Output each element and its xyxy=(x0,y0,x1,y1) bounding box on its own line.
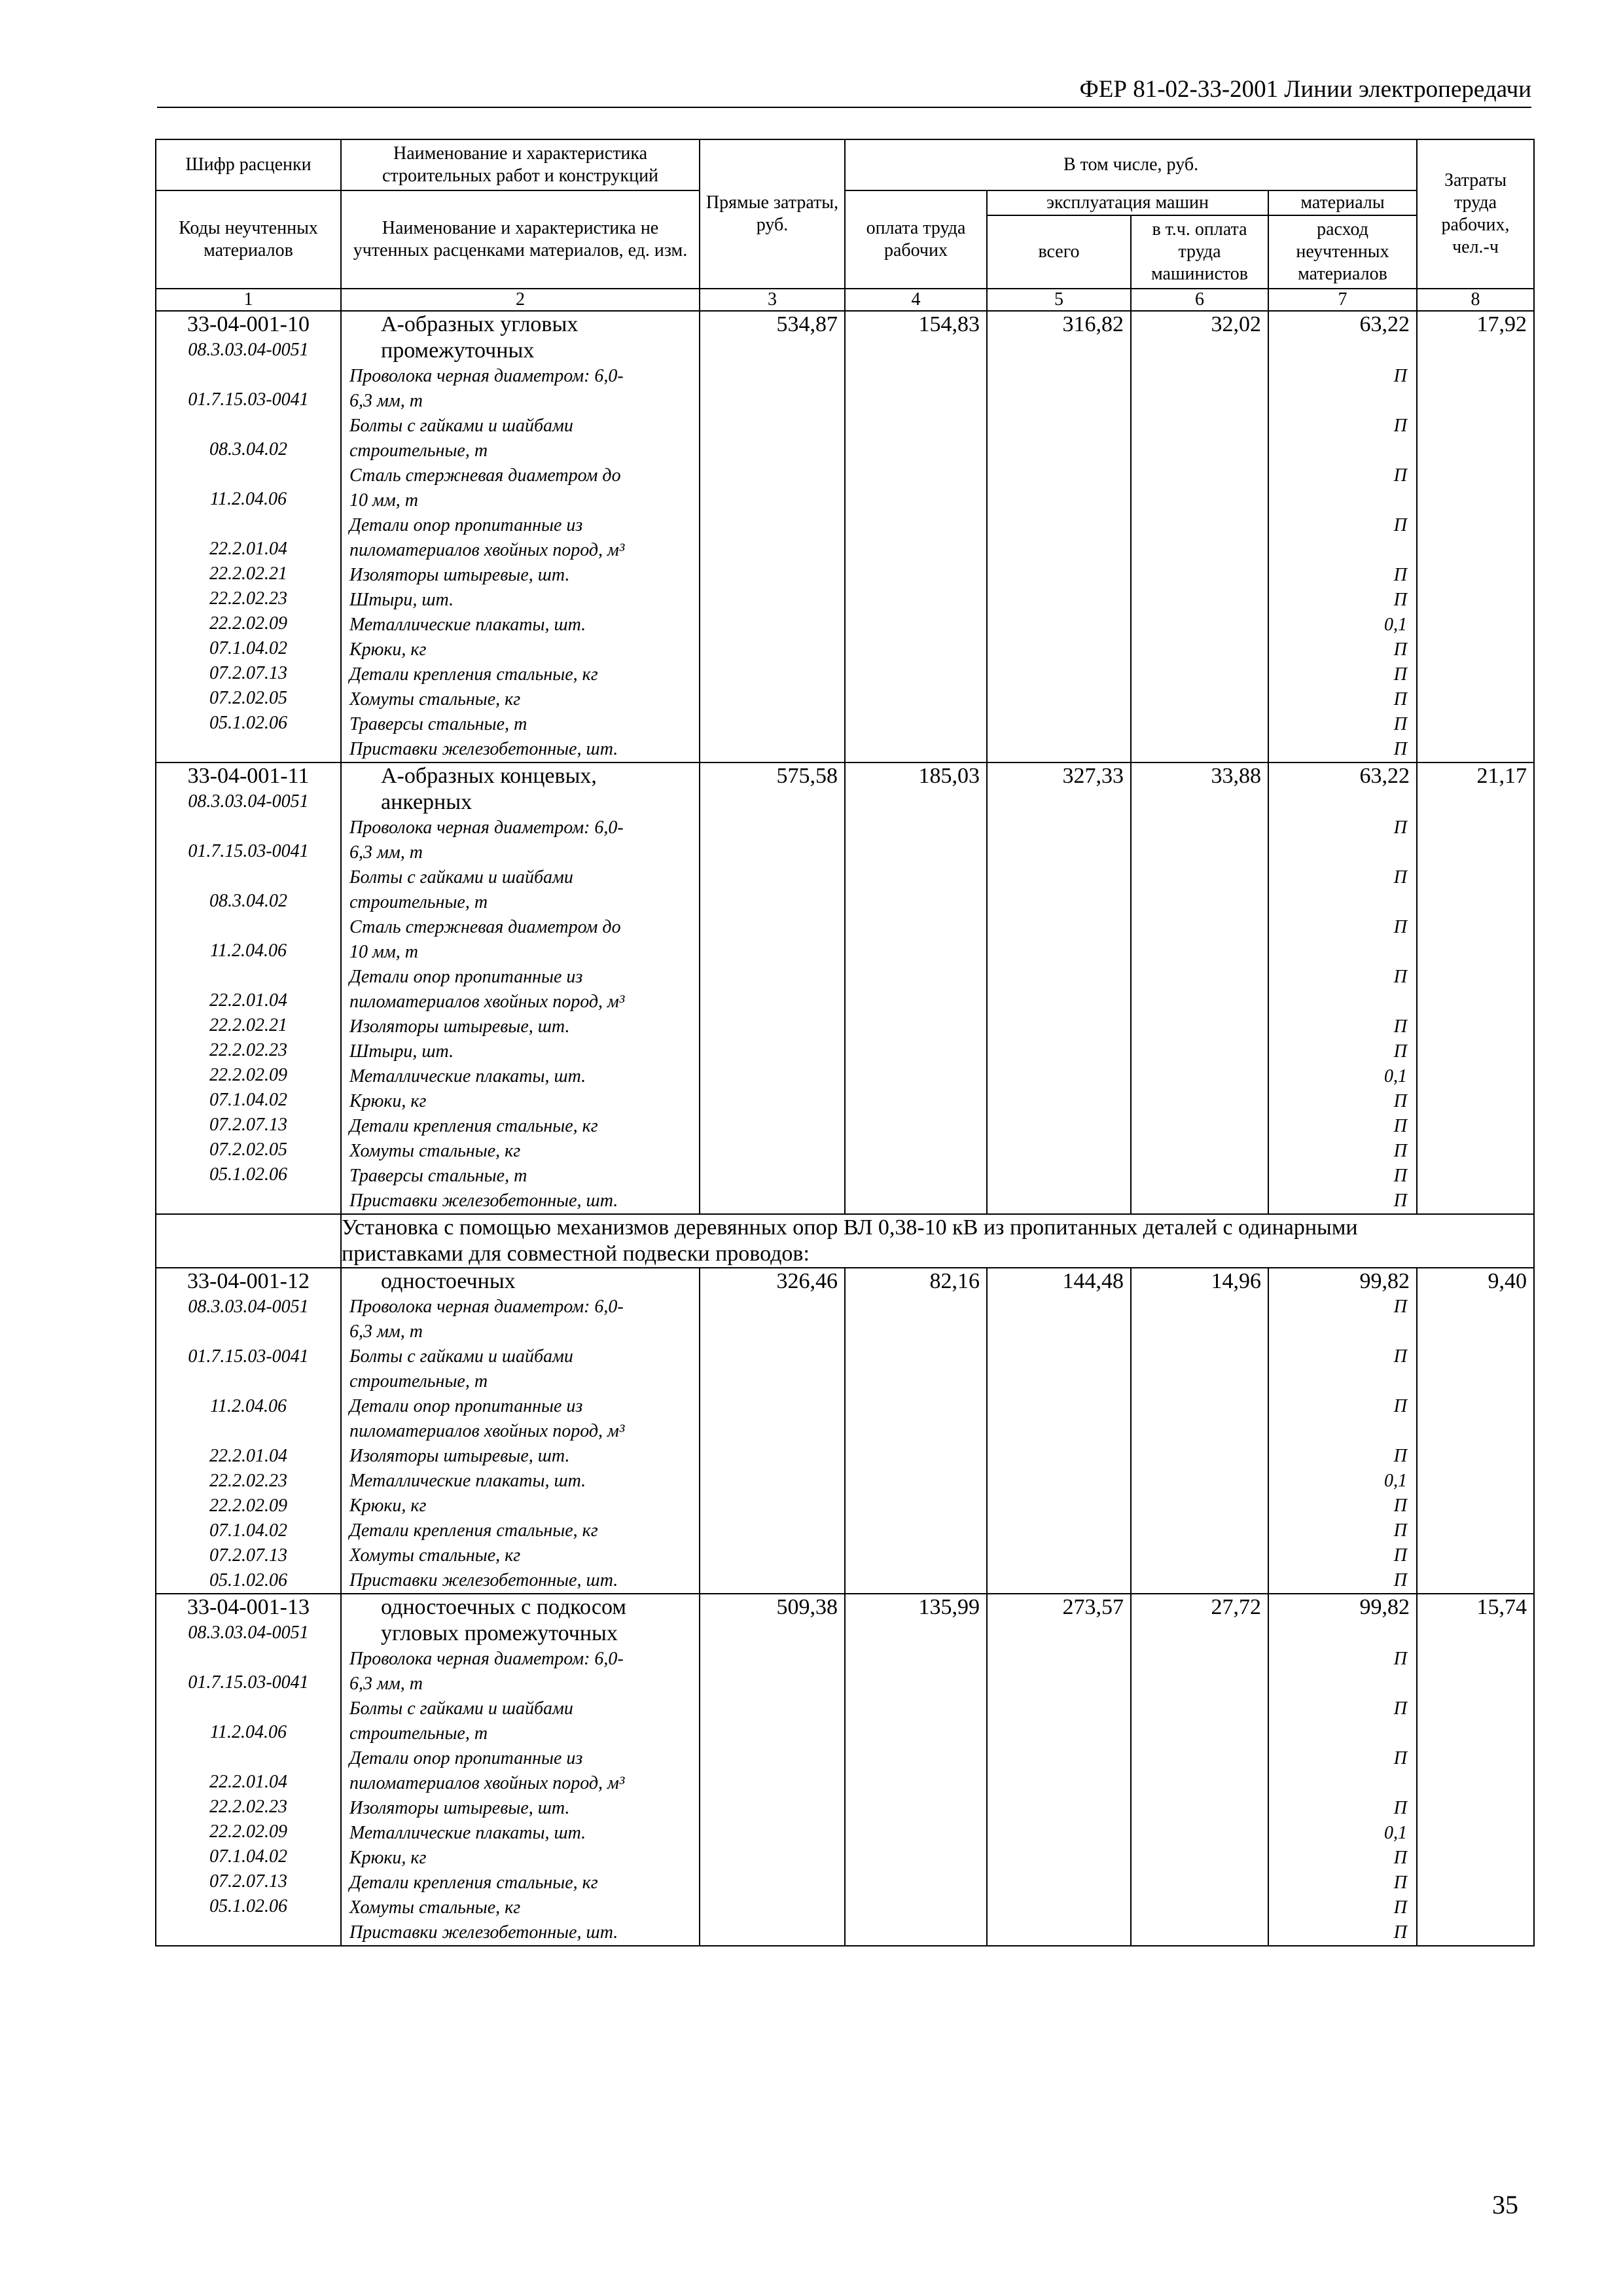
header-wage: оплата труда рабочих xyxy=(845,190,987,289)
header-name-top: Наименование и характеристика строительных работ и конструкций xyxy=(341,139,700,190)
column-number: 1 xyxy=(156,289,341,311)
material-name-line: Хомуты стальные, кг xyxy=(349,1897,521,1918)
material-name-line: 6,3 мм, т xyxy=(349,842,423,863)
material-qty: П xyxy=(1393,565,1408,585)
material-code: 22.2.01.04 xyxy=(209,1772,287,1792)
material-name-line: Сталь стержневая диаметром до xyxy=(349,465,621,486)
material-qty: П xyxy=(1393,664,1408,685)
header-machines-total: всего xyxy=(987,215,1131,289)
material-name-line: Приставки железобетонные, шт. xyxy=(349,1191,618,1211)
material-name-line: Хомуты стальные, кг xyxy=(349,689,521,709)
material-code: 05.1.02.06 xyxy=(209,713,287,733)
material-code: 22.2.02.23 xyxy=(209,1040,287,1060)
material-qty: 0,1 xyxy=(1384,1823,1408,1843)
rate-row xyxy=(156,311,1534,762)
material-name-line: Детали опор пропитанные из xyxy=(349,967,583,987)
material-code: 22.2.01.04 xyxy=(209,990,287,1011)
material-code: 22.2.02.23 xyxy=(209,1471,287,1491)
material-qty: П xyxy=(1393,639,1408,660)
material-qty: П xyxy=(1393,1166,1408,1186)
section-code-cell xyxy=(156,1214,341,1268)
rate-code-cell xyxy=(156,762,341,1214)
value-mach-total: 316,82 xyxy=(1062,312,1124,336)
material-name-line: Металлические плакаты, шт. xyxy=(349,1066,586,1086)
material-code: 07.2.07.13 xyxy=(209,1115,287,1135)
value-mach-wage: 27,72 xyxy=(1211,1595,1261,1619)
value-cell-mach-wage xyxy=(1131,1594,1268,1946)
value-wage: 82,16 xyxy=(929,1269,980,1293)
material-qty: 0,1 xyxy=(1384,1471,1408,1491)
material-name-line: Изоляторы штыревые, шт. xyxy=(349,1016,570,1037)
value-wage: 135,99 xyxy=(918,1595,980,1619)
material-name-line: Изоляторы штыревые, шт. xyxy=(349,1798,570,1818)
column-number: 8 xyxy=(1417,289,1534,311)
material-code: 08.3.03.04-0051 xyxy=(188,340,309,360)
value-cell-mach-total xyxy=(987,1594,1131,1946)
material-code: 07.2.07.13 xyxy=(209,1545,287,1566)
material-name-line: Детали крепления стальные, кг xyxy=(349,1520,598,1541)
value-labor: 9,40 xyxy=(1488,1269,1527,1293)
material-qty: П xyxy=(1393,1570,1408,1590)
rate-code-cell xyxy=(156,1594,341,1946)
material-name-line: Хомуты стальные, кг xyxy=(349,1141,521,1161)
value-wage: 185,03 xyxy=(918,764,980,788)
material-name-line: Траверсы стальные, т xyxy=(349,714,527,734)
value-direct: 575,58 xyxy=(776,764,838,788)
material-qty: П xyxy=(1393,366,1408,386)
material-name-line: Детали крепления стальные, кг xyxy=(349,664,598,685)
material-name-line: Металлические плакаты, шт. xyxy=(349,1471,586,1491)
material-name-line: Крюки, кг xyxy=(349,1848,427,1868)
labor-cell xyxy=(1417,1594,1534,1946)
material-qty: П xyxy=(1393,817,1408,838)
column-number: 5 xyxy=(987,289,1131,311)
material-code: 22.2.02.09 xyxy=(209,1065,287,1085)
material-name-line: Хомуты стальные, кг xyxy=(349,1545,521,1566)
material-qty: П xyxy=(1393,590,1408,610)
material-code: 22.2.01.04 xyxy=(209,539,287,559)
material-qty: П xyxy=(1393,689,1408,709)
material-qty: П xyxy=(1393,1545,1408,1566)
material-qty: П xyxy=(1393,1016,1408,1037)
rate-row xyxy=(156,762,1534,1214)
material-code: 01.7.15.03-0041 xyxy=(188,389,309,410)
rate-name-cell xyxy=(341,1268,700,1594)
material-name-line: 10 мм, т xyxy=(349,942,418,962)
material-code: 01.7.15.03-0041 xyxy=(188,841,309,861)
material-code: 11.2.04.06 xyxy=(210,1396,287,1416)
material-name-line: Штыри, шт. xyxy=(349,1041,454,1062)
material-name-line: Детали крепления стальные, кг xyxy=(349,1116,598,1136)
material-qty: П xyxy=(1393,1346,1408,1367)
material-qty: П xyxy=(1393,967,1408,987)
material-code: 11.2.04.06 xyxy=(210,489,287,509)
material-code: 22.2.02.09 xyxy=(209,1496,287,1516)
material-code: 01.7.15.03-0041 xyxy=(188,1672,309,1693)
header-materials: материалы xyxy=(1268,190,1417,215)
value-cell-direct xyxy=(700,311,845,762)
spacer xyxy=(1269,789,1416,816)
material-qty: П xyxy=(1393,1496,1408,1516)
column-number: 7 xyxy=(1268,289,1417,311)
value-materials: 99,82 xyxy=(1359,1269,1410,1293)
material-code: 07.1.04.02 xyxy=(209,1520,287,1541)
labor-cell xyxy=(1417,311,1534,762)
column-number-row xyxy=(156,289,1534,311)
material-qty: П xyxy=(1393,1848,1408,1868)
value-mach-wage: 32,02 xyxy=(1211,312,1261,336)
material-code: 08.3.03.04-0051 xyxy=(188,791,309,812)
rate-row xyxy=(156,1268,1534,1594)
header-code-top: Шифр расценки xyxy=(156,139,341,190)
materials-cell xyxy=(1268,762,1417,1214)
rate-name-line: промежуточных xyxy=(381,338,535,363)
value-wage: 154,83 xyxy=(918,312,980,336)
material-code: 07.1.04.02 xyxy=(209,1090,287,1110)
price-table xyxy=(155,139,1535,1946)
rate-code: 33-04-001-12 xyxy=(187,1269,310,1293)
material-qty: П xyxy=(1393,1520,1408,1541)
rate-name-cell xyxy=(341,1594,700,1946)
rate-name-line: одностоечных xyxy=(381,1269,516,1293)
section-title-line: Установка с помощью механизмов деревянных опор ВЛ 0,38-10 кВ из пропитанных деталей с одинарными xyxy=(342,1215,1358,1240)
material-qty: П xyxy=(1393,1897,1408,1918)
column-number: 6 xyxy=(1131,289,1268,311)
material-name-line: Крюки, кг xyxy=(349,1496,427,1516)
value-cell-mach-total xyxy=(987,311,1131,762)
rate-name-line: одностоечных с подкосом xyxy=(381,1595,626,1619)
material-code: 11.2.04.06 xyxy=(210,941,287,961)
material-name-line: пиломатериалов хвойных пород, м³ xyxy=(349,992,625,1012)
value-cell-mach-total xyxy=(987,762,1131,1214)
material-name-line: строительные, т xyxy=(349,1723,488,1744)
material-code: 07.1.04.02 xyxy=(209,638,287,658)
rate-name-line: анкерных xyxy=(381,790,473,814)
value-mach-wage: 33,88 xyxy=(1211,764,1261,788)
material-name-line: Крюки, кг xyxy=(349,639,427,660)
header-materials-usage: расход неучтенных материалов xyxy=(1268,215,1417,289)
document-header-title: ФЕР 81-02-33-2001 Линии электропередачи xyxy=(1079,76,1531,103)
material-qty: П xyxy=(1393,867,1408,888)
material-code: 07.2.07.13 xyxy=(209,663,287,683)
header-name-bottom: Наименование и характеристика не учтенных расценками материалов, ед. изм. xyxy=(341,190,700,289)
material-code: 08.3.04.02 xyxy=(209,439,287,459)
material-name-line: 6,3 мм, т xyxy=(349,1321,423,1342)
labor-cell xyxy=(1417,762,1534,1214)
material-name-line: Болты с гайками и шайбами xyxy=(349,416,573,436)
material-name-line: Крюки, кг xyxy=(349,1091,427,1111)
rate-name-line: А-образных концевых, xyxy=(381,764,597,788)
value-cell-mach-wage xyxy=(1131,762,1268,1214)
material-qty: П xyxy=(1393,1446,1408,1466)
rate-name-cell xyxy=(341,762,700,1214)
material-code: 22.2.02.23 xyxy=(209,1797,287,1817)
value-cell-wage xyxy=(845,762,987,1214)
material-code: 07.2.02.05 xyxy=(209,688,287,708)
material-name-line: Приставки железобетонные, шт. xyxy=(349,739,618,759)
column-number: 4 xyxy=(845,289,987,311)
material-code: 08.3.04.02 xyxy=(209,891,287,911)
material-qty: П xyxy=(1393,1191,1408,1211)
material-name-line: строительные, т xyxy=(349,1371,488,1391)
spacer xyxy=(1269,338,1416,364)
material-name-line: Болты с гайками и шайбами xyxy=(349,1346,573,1367)
material-qty: П xyxy=(1393,1798,1408,1818)
value-direct: 326,46 xyxy=(776,1269,838,1293)
header-code-bottom: Коды неучтенных материалов xyxy=(156,190,341,289)
material-name-line: Проволока черная диаметром: 6,0- xyxy=(349,1297,624,1317)
rate-code-cell xyxy=(156,1268,341,1594)
value-cell-direct xyxy=(700,762,845,1214)
value-cell-mach-total xyxy=(987,1268,1131,1594)
section-title xyxy=(341,1214,1534,1268)
material-name-line: Детали крепления стальные, кг xyxy=(349,1873,598,1893)
materials-cell xyxy=(1268,311,1417,762)
material-name-line: 6,3 мм, т xyxy=(349,391,423,411)
column-number: 2 xyxy=(341,289,700,311)
value-materials: 99,82 xyxy=(1359,1595,1410,1619)
materials-cell xyxy=(1268,1594,1417,1946)
material-name-line: Сталь стержневая диаметром до xyxy=(349,917,621,937)
material-name-line: Штыри, шт. xyxy=(349,590,454,610)
material-qty: П xyxy=(1393,1116,1408,1136)
material-code: 05.1.02.06 xyxy=(209,1570,287,1590)
material-qty: П xyxy=(1393,1141,1408,1161)
material-code: 11.2.04.06 xyxy=(210,1722,287,1742)
material-qty: П xyxy=(1393,1698,1408,1719)
materials-cell xyxy=(1268,1268,1417,1594)
material-qty: П xyxy=(1393,1873,1408,1893)
material-name-line: Металлические плакаты, шт. xyxy=(349,1823,586,1843)
value-cell-mach-wage xyxy=(1131,311,1268,762)
material-code: 08.3.03.04-0051 xyxy=(188,1297,309,1317)
material-name-line: Детали опор пропитанные из xyxy=(349,1748,583,1768)
material-qty: П xyxy=(1393,515,1408,535)
material-name-line: Траверсы стальные, т xyxy=(349,1166,527,1186)
material-code: 05.1.02.06 xyxy=(209,1896,287,1916)
material-name-line: Металлические плакаты, шт. xyxy=(349,615,586,635)
material-qty: П xyxy=(1393,1922,1408,1943)
value-materials: 63,22 xyxy=(1359,312,1410,336)
material-code: 22.2.01.04 xyxy=(209,1446,287,1466)
material-code: 01.7.15.03-0041 xyxy=(188,1346,309,1367)
header-machines-wage: в т.ч. оплата труда машинистов xyxy=(1131,215,1268,289)
value-labor: 21,17 xyxy=(1476,764,1527,788)
material-qty: 0,1 xyxy=(1384,1066,1408,1086)
value-labor: 17,92 xyxy=(1476,312,1527,336)
material-code: 07.2.07.13 xyxy=(209,1871,287,1892)
rate-code: 33-04-001-10 xyxy=(187,312,310,336)
material-name-line: Проволока черная диаметром: 6,0- xyxy=(349,366,624,386)
header-direct-costs: Прямые затраты, руб. xyxy=(700,139,845,289)
material-qty: П xyxy=(1393,714,1408,734)
material-name-line: 6,3 мм, т xyxy=(349,1674,423,1694)
header-divider xyxy=(157,107,1531,108)
header-machines: эксплуатация машин xyxy=(987,190,1268,215)
material-name-line: Изоляторы штыревые, шт. xyxy=(349,565,570,585)
material-qty: П xyxy=(1393,416,1408,436)
value-direct: 534,87 xyxy=(776,312,838,336)
material-name-line: Проволока черная диаметром: 6,0- xyxy=(349,817,624,838)
material-qty: П xyxy=(1393,1041,1408,1062)
rate-name-cell xyxy=(341,311,700,762)
material-qty: П xyxy=(1393,917,1408,937)
column-number: 3 xyxy=(700,289,845,311)
material-code: 22.2.02.09 xyxy=(209,613,287,634)
material-name-line: пиломатериалов хвойных пород, м³ xyxy=(349,1421,625,1441)
value-mach-total: 273,57 xyxy=(1062,1595,1124,1619)
rate-code-cell xyxy=(156,311,341,762)
material-name-line: Приставки железобетонные, шт. xyxy=(349,1570,618,1590)
material-name-line: Приставки железобетонные, шт. xyxy=(349,1922,618,1943)
material-name-line: Проволока черная диаметром: 6,0- xyxy=(349,1649,624,1669)
material-name-line: 10 мм, т xyxy=(349,490,418,511)
material-name-line: пиломатериалов хвойных пород, м³ xyxy=(349,1773,625,1793)
material-name-line: Детали опор пропитанные из xyxy=(349,515,583,535)
rate-name-line: А-образных угловых xyxy=(381,312,579,336)
material-name-line: пиломатериалов хвойных пород, м³ xyxy=(349,540,625,560)
material-code: 08.3.03.04-0051 xyxy=(188,1623,309,1643)
value-cell-wage xyxy=(845,311,987,762)
material-code: 07.1.04.02 xyxy=(209,1846,287,1867)
value-cell-wage xyxy=(845,1268,987,1594)
material-name-line: строительные, т xyxy=(349,892,488,912)
material-code: 05.1.02.06 xyxy=(209,1164,287,1185)
labor-cell xyxy=(1417,1268,1534,1594)
material-name-line: Болты с гайками и шайбами xyxy=(349,867,573,888)
material-code: 07.2.02.05 xyxy=(209,1139,287,1160)
material-qty: П xyxy=(1393,1396,1408,1416)
value-direct: 509,38 xyxy=(776,1595,838,1619)
value-materials: 63,22 xyxy=(1359,764,1410,788)
material-qty: П xyxy=(1393,1748,1408,1768)
material-name-line: Болты с гайками и шайбами xyxy=(349,1698,573,1719)
rate-row xyxy=(156,1594,1534,1946)
header-including: В том числе, руб. xyxy=(845,139,1417,190)
value-cell-mach-wage xyxy=(1131,1268,1268,1594)
material-code: 22.2.02.21 xyxy=(209,1015,287,1035)
spacer xyxy=(1269,1621,1416,1647)
material-qty: П xyxy=(1393,1091,1408,1111)
material-code: 22.2.02.21 xyxy=(209,564,287,584)
material-code: 22.2.02.09 xyxy=(209,1821,287,1842)
material-code: 22.2.02.23 xyxy=(209,588,287,609)
page-number: 35 xyxy=(1492,2190,1518,2219)
material-qty: П xyxy=(1393,739,1408,759)
header-labor-costs: Затраты труда рабочих, чел.-ч xyxy=(1417,139,1534,289)
rate-name-line: угловых промежуточных xyxy=(381,1621,618,1645)
material-qty: П xyxy=(1393,1649,1408,1669)
value-mach-wage: 14,96 xyxy=(1211,1269,1261,1293)
value-cell-wage xyxy=(845,1594,987,1946)
rate-code: 33-04-001-11 xyxy=(187,764,310,788)
value-labor: 15,74 xyxy=(1476,1595,1527,1619)
material-qty: П xyxy=(1393,465,1408,486)
section-row xyxy=(156,1214,1534,1268)
material-qty: П xyxy=(1393,1297,1408,1317)
material-name-line: Изоляторы штыревые, шт. xyxy=(349,1446,570,1466)
value-cell-direct xyxy=(700,1594,845,1946)
rate-code: 33-04-001-13 xyxy=(187,1595,310,1619)
material-qty: 0,1 xyxy=(1384,615,1408,635)
value-mach-total: 327,33 xyxy=(1062,764,1124,788)
value-cell-direct xyxy=(700,1268,845,1594)
material-name-line: Детали опор пропитанные из xyxy=(349,1396,583,1416)
section-title-line: приставками для совместной подвески проводов: xyxy=(342,1242,810,1266)
value-mach-total: 144,48 xyxy=(1062,1269,1124,1293)
material-name-line: строительные, т xyxy=(349,440,488,461)
